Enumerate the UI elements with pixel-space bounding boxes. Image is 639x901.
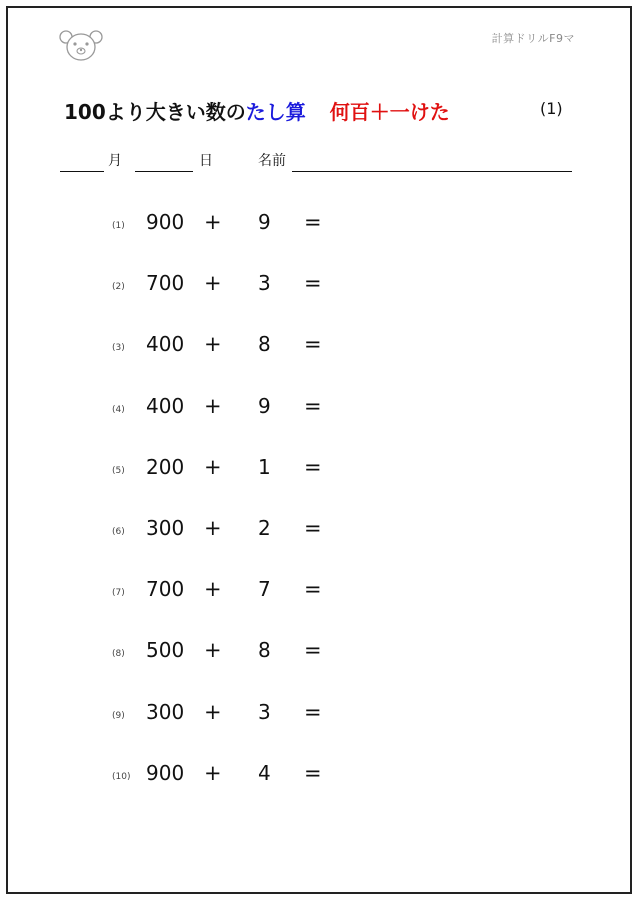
sheet-number: (1) bbox=[540, 99, 563, 118]
operand-a: 300 bbox=[146, 699, 185, 724]
problem-number: (8) bbox=[112, 649, 125, 660]
operand-b: 8 bbox=[258, 638, 271, 663]
operand-a: 500 bbox=[146, 638, 185, 663]
equals-sign: = bbox=[304, 577, 322, 602]
equals-sign: = bbox=[304, 332, 322, 357]
day-field[interactable] bbox=[135, 171, 193, 172]
problem-row bbox=[0, 761, 639, 801]
problem-number: (7) bbox=[112, 588, 125, 599]
problem-row bbox=[0, 700, 639, 740]
problem-row bbox=[0, 394, 639, 434]
plus-sign: + bbox=[204, 638, 222, 663]
operand-a: 700 bbox=[146, 577, 185, 602]
operand-b: 9 bbox=[258, 393, 271, 418]
plus-sign: + bbox=[204, 332, 222, 357]
problem-number: (2) bbox=[112, 282, 125, 293]
operand-a: 700 bbox=[146, 271, 185, 296]
problem-row bbox=[0, 332, 639, 372]
operand-b: 4 bbox=[258, 760, 271, 785]
operand-b: 8 bbox=[258, 332, 271, 357]
month-label: 月 bbox=[108, 153, 122, 169]
equals-sign: = bbox=[304, 760, 322, 785]
equals-sign: = bbox=[304, 516, 322, 540]
operand-b: 9 bbox=[258, 210, 271, 234]
plus-sign: + bbox=[204, 393, 222, 418]
operand-a: 900 bbox=[146, 760, 185, 785]
problem-number: (3) bbox=[112, 343, 125, 354]
problem-number: (10) bbox=[112, 771, 131, 782]
operand-a: 900 bbox=[146, 210, 185, 234]
operand-a: 300 bbox=[146, 516, 185, 540]
bear-logo-icon bbox=[58, 28, 104, 62]
title-part-1: 100より大きい数の bbox=[64, 100, 246, 124]
equals-sign: = bbox=[304, 393, 322, 418]
operand-b: 1 bbox=[258, 454, 271, 479]
operand-a: 200 bbox=[146, 454, 185, 479]
operand-b: 3 bbox=[258, 699, 271, 724]
brand-name: 計算ドリルF9マ bbox=[491, 32, 575, 45]
operand-b: 7 bbox=[258, 577, 271, 602]
problem-number: (5) bbox=[112, 465, 125, 476]
title-part-2: たし算 bbox=[245, 100, 306, 124]
problem-row bbox=[0, 455, 639, 495]
problem-number: (1) bbox=[112, 221, 125, 231]
equals-sign: = bbox=[304, 699, 322, 724]
plus-sign: + bbox=[204, 577, 222, 602]
operand-b: 2 bbox=[258, 516, 271, 540]
plus-sign: + bbox=[204, 210, 222, 234]
problem-row bbox=[0, 210, 639, 250]
month-field[interactable] bbox=[60, 171, 104, 172]
title-part-3: 何百＋一けた bbox=[329, 100, 450, 124]
plus-sign: + bbox=[204, 699, 222, 724]
operand-a: 400 bbox=[146, 393, 185, 418]
problem-number: (4) bbox=[112, 404, 125, 415]
equals-sign: = bbox=[304, 638, 322, 663]
name-field[interactable] bbox=[292, 171, 572, 172]
operand-a: 400 bbox=[146, 332, 185, 357]
plus-sign: + bbox=[204, 271, 222, 296]
operand-b: 3 bbox=[258, 271, 271, 296]
day-label: 日 bbox=[199, 153, 213, 169]
equals-sign: = bbox=[304, 454, 322, 479]
problem-number: (9) bbox=[112, 710, 125, 721]
plus-sign: + bbox=[204, 760, 222, 785]
name-label: 名前 bbox=[258, 153, 286, 169]
problem-row bbox=[0, 638, 639, 678]
equals-sign: = bbox=[304, 210, 322, 234]
plus-sign: + bbox=[204, 454, 222, 479]
problem-row bbox=[0, 516, 639, 556]
page-title bbox=[64, 96, 450, 125]
problem-number: (6) bbox=[112, 527, 125, 537]
plus-sign: + bbox=[204, 516, 222, 540]
problem-row bbox=[0, 577, 639, 617]
equals-sign: = bbox=[304, 271, 322, 296]
problem-row bbox=[0, 271, 639, 311]
